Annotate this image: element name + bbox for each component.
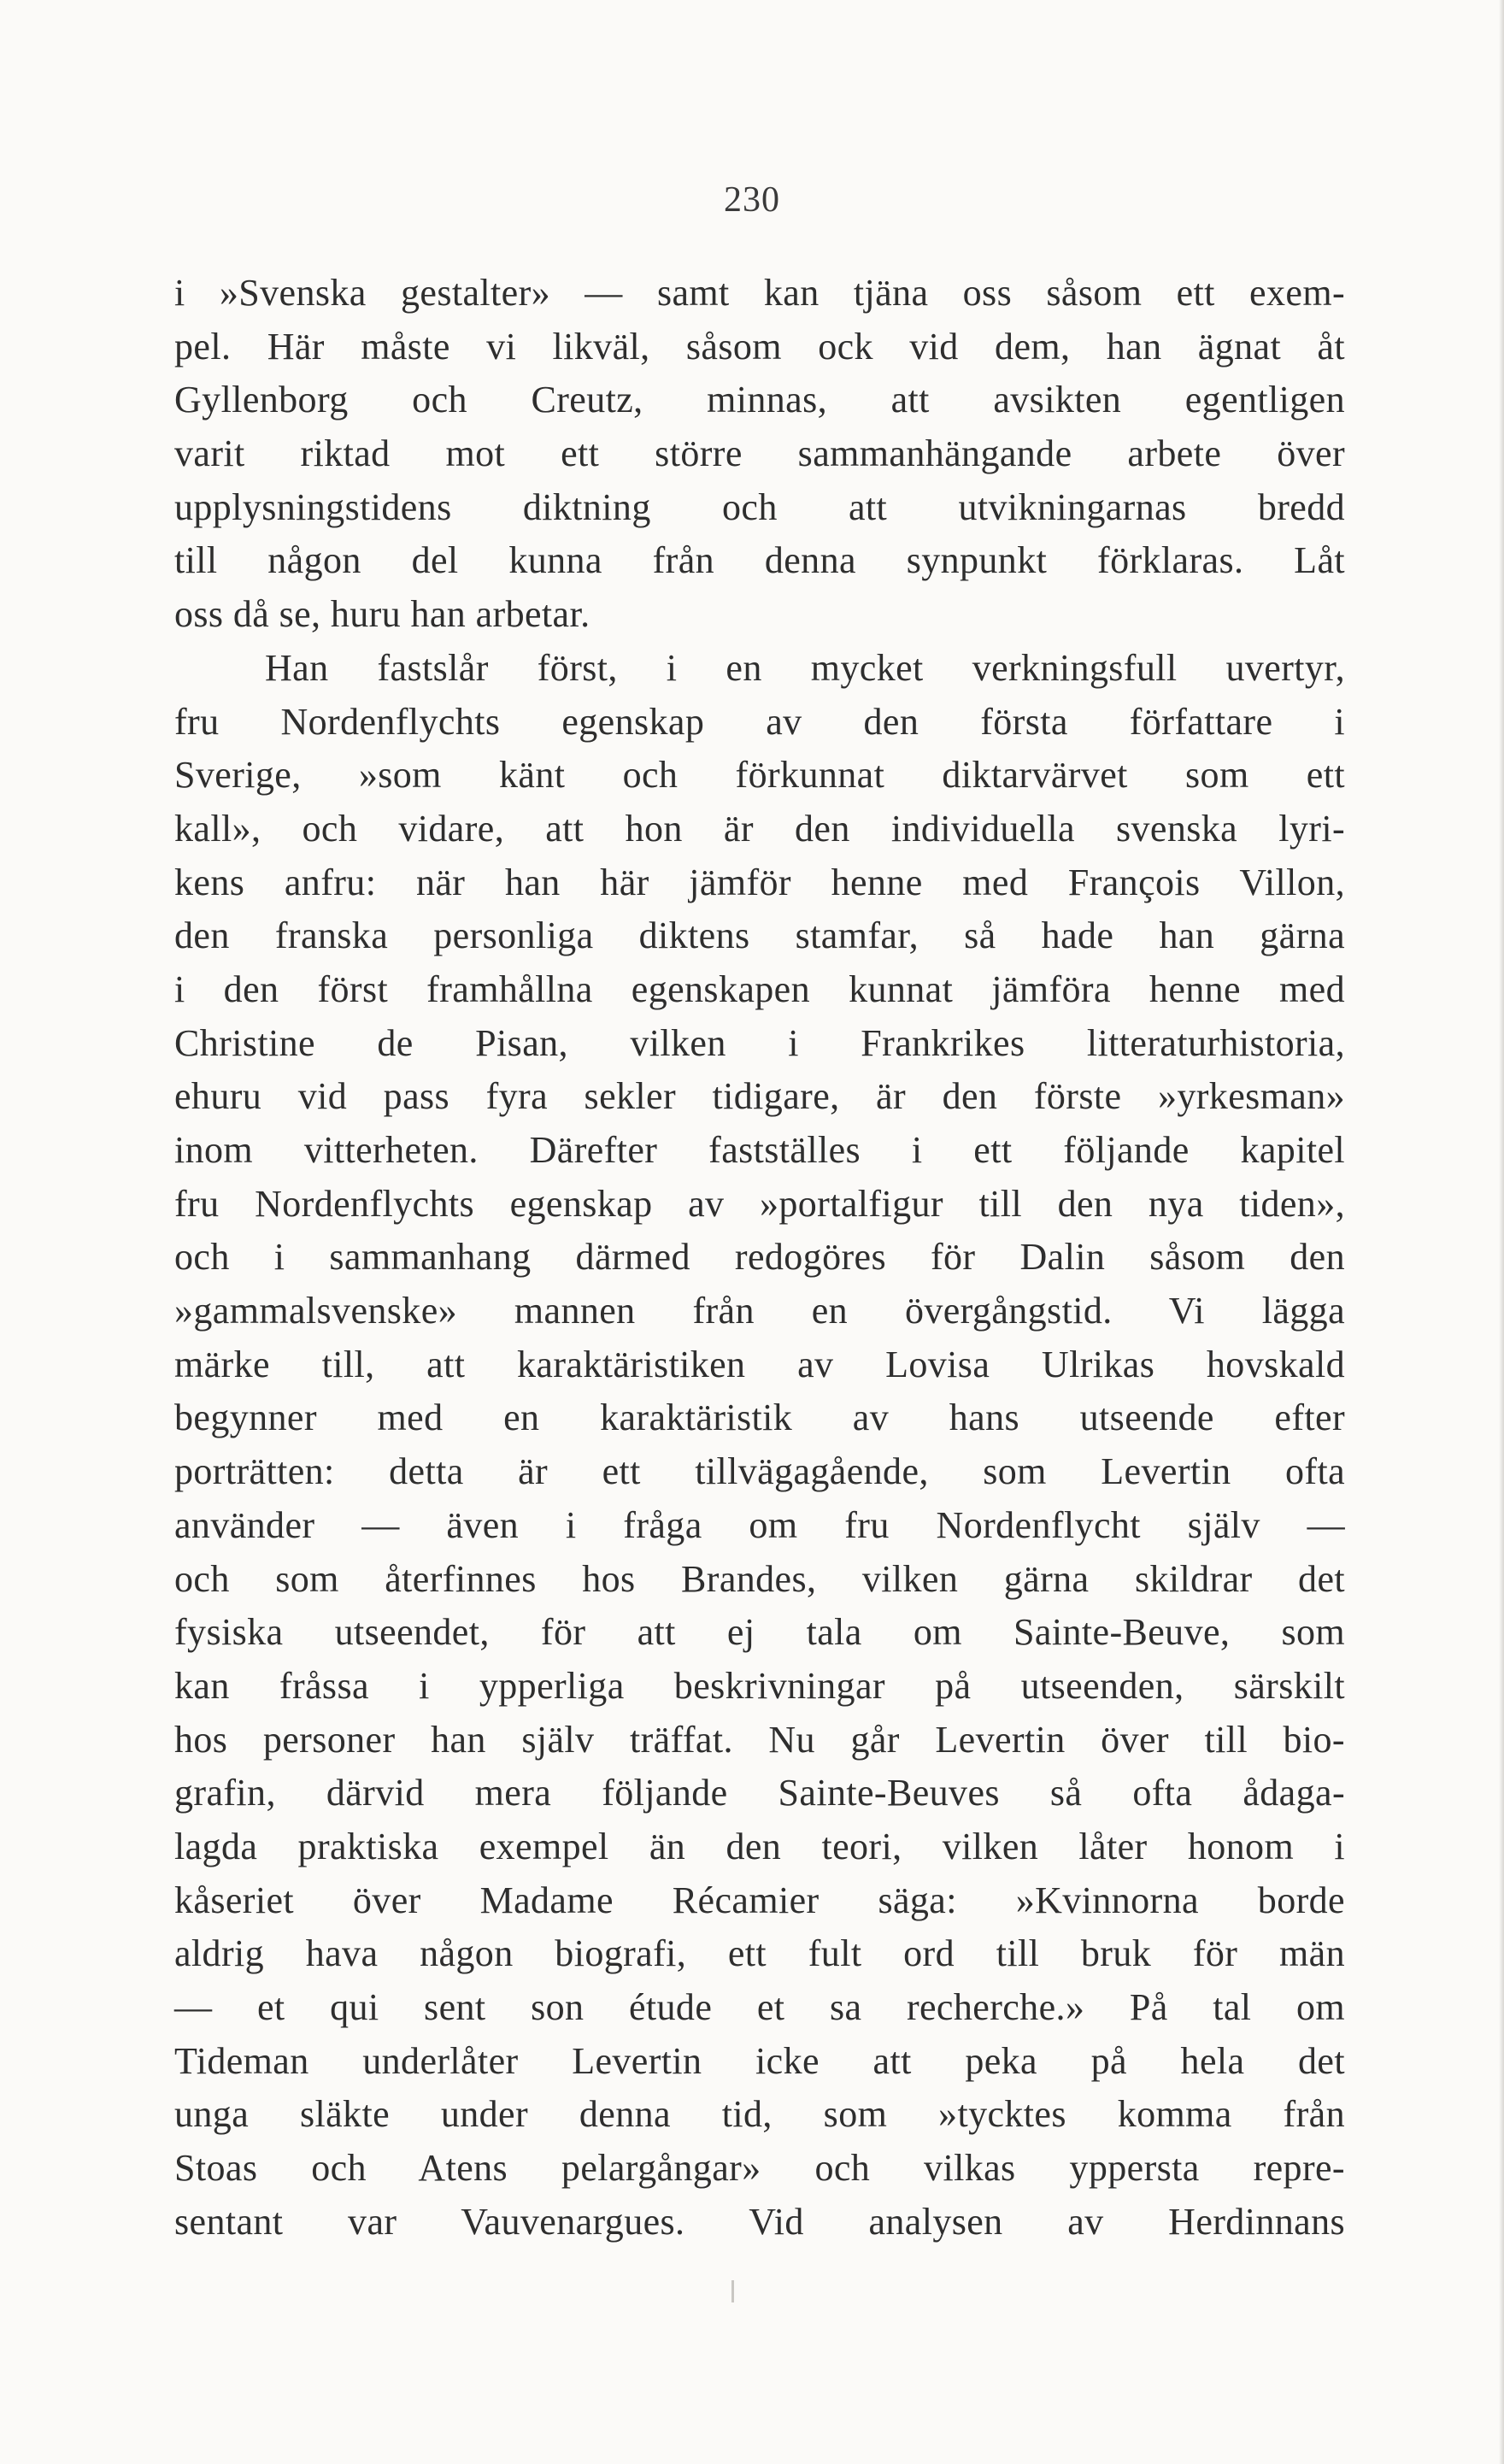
text-line: kens anfru: när han här jämför henne med François Villon, <box>174 861 1345 903</box>
text-line: Han fastslår först, i en mycket verkningsfull uvertyr, <box>265 646 1345 689</box>
text-line: kan fråssa i ypperliga beskrivningar på utseenden, särskilt <box>174 1664 1345 1707</box>
text-line: och som återfinnes hos Brandes, vilken gärna skildrar det <box>174 1557 1345 1600</box>
text-line: begynner med en karaktäristik av hans utseende efter <box>174 1397 1345 1439</box>
body-text <box>174 267 1345 2249</box>
text-line: Gyllenborg och Creutz, minnas, att avsikten egentligen <box>174 379 1345 421</box>
text-line: kåseriet över Madame Récamier säga: »Kvinnorna borde <box>174 1879 1345 1921</box>
text-line: och i sammanhang därmed redogöres för Dalin såsom den <box>174 1236 1345 1279</box>
text-line: använder — även i fråga om fru Nordenflycht själv — <box>174 1503 1345 1546</box>
text-line: varit riktad mot ett större sammanhängande arbete över <box>174 432 1345 475</box>
page-number: 230 <box>724 180 780 220</box>
text-line: upplysningstidens diktning och att utvikningarnas bredd <box>174 485 1345 528</box>
text-line: Christine de Pisan, vilken i Frankrikes litteraturhistoria, <box>174 1021 1345 1064</box>
text-line: pel. Här måste vi likväl, såsom ock vid dem, han ägnat åt <box>174 325 1345 368</box>
text-line: fru Nordenflychts egenskap av »portalfigur till den nya tiden», <box>174 1182 1345 1225</box>
text-line: hos personer han själv träffat. Nu går Levertin över till bio- <box>174 1718 1345 1761</box>
text-line: fru Nordenflychts egenskap av den första författare i <box>174 700 1345 743</box>
text-line: sentant var Vauvenargues. Vid analysen av Herdinnans <box>174 2200 1345 2243</box>
page-edge-shadow <box>1499 0 1504 2464</box>
text-line: Sverige, »som känt och förkunnat diktarvärvet som ett <box>174 754 1345 797</box>
text-line: — et qui sent son étude et sa recherche.» På tal om <box>174 1986 1345 2028</box>
text-line: till någon del kunna från denna synpunkt förklaras. Låt <box>174 539 1345 582</box>
text-line: kall», och vidare, att hon är den individuella svenska lyri- <box>174 807 1345 850</box>
text-line: unga släkte under denna tid, som »tycktes komma från <box>174 2093 1345 2136</box>
text-line: aldrig hava någon biografi, ett fult ord till bruk för män <box>174 1932 1345 1975</box>
text-line: Tideman underlåter Levertin icke att peka på hela det <box>174 2039 1345 2082</box>
text-line: inom vitterheten. Därefter fastställes i ett följande kapitel <box>174 1129 1345 1171</box>
text-line: den franska personliga diktens stamfar, så hade han gärna <box>174 914 1345 957</box>
text-line: i »Svenska gestalter» — samt kan tjäna oss såsom ett exem- <box>174 272 1345 314</box>
text-line: Stoas och Atens pelargångar» och vilkas yppersta repre- <box>174 2147 1345 2190</box>
text-line: i den först framhållna egenskapen kunnat jämföra henne med <box>174 967 1345 1010</box>
text-line: grafin, därvid mera följande Sainte-Beuves så ofta ådaga- <box>174 1772 1345 1814</box>
paper-blemish <box>731 2280 734 2302</box>
text-line: märke till, att karaktäristiken av Lovisa Ulrikas hovskald <box>174 1343 1345 1385</box>
text-line: oss då se, huru han arbetar. <box>174 593 590 636</box>
text-line: »gammalsvenske» mannen från en övergångstid. Vi lägga <box>174 1290 1345 1332</box>
text-line: lagda praktiska exempel än den teori, vilken låter honom i <box>174 1825 1345 1867</box>
text-line: fysiska utseendet, för att ej tala om Sainte-Beuve, som <box>174 1611 1345 1654</box>
text-line: ehuru vid pass fyra sekler tidigare, är den förste »yrkesman» <box>174 1075 1345 1118</box>
text-line: porträtten: detta är ett tillvägagående, som Levertin ofta <box>174 1450 1345 1493</box>
